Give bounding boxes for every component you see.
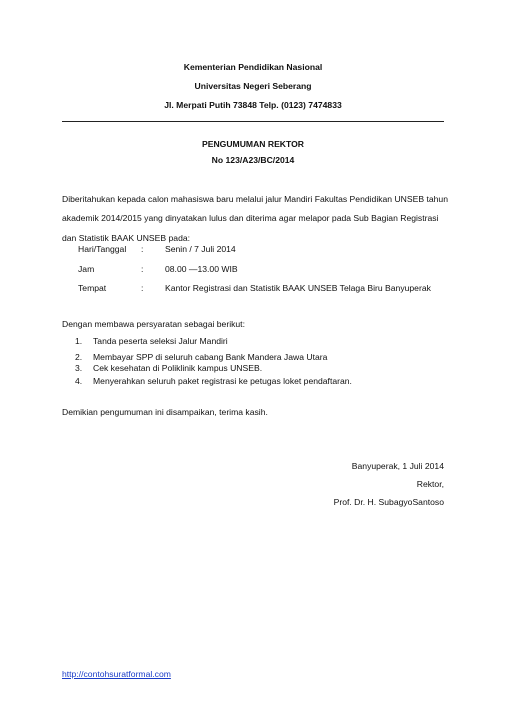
requirement-number: 4.: [75, 376, 83, 386]
requirement-item: [75, 352, 327, 362]
intro-line-2: akademik 2014/2015 yang dinyatakan lulus dan diterima agar melapor pada Sub Bagian Registrasi: [62, 213, 439, 223]
schedule-value: 08.00 —13.00 WIB: [165, 264, 238, 274]
schedule-label: Hari/Tanggal: [78, 244, 127, 254]
schedule-value: Kantor Registrasi dan Statistik BAAK UNSEB Telaga Biru Banyuperak: [165, 283, 431, 293]
schedule-value: Senin / 7 Juli 2014: [165, 244, 236, 254]
header-divider: [62, 121, 444, 122]
requirement-text: Menyerahkan seluruh paket registrasi ke petugas loket pendaftaran.: [93, 376, 352, 386]
university-address: Jl. Merpati Putih 73848 Telp. (0123) 7474833: [164, 100, 342, 110]
signature-name: Prof. Dr. H. SubagyoSantoso: [333, 497, 444, 507]
requirement-item: [75, 336, 228, 346]
closing-statement: Demikian pengumuman ini disampaikan, terima kasih.: [62, 407, 268, 417]
announcement-number: No 123/A23/BC/2014: [211, 155, 295, 165]
schedule-label: Jam: [78, 264, 95, 274]
footer-website-link[interactable]: http://contohsuratformal.com: [62, 669, 171, 679]
requirement-item: [75, 376, 352, 386]
announcement-title: PENGUMUMAN REKTOR: [201, 139, 304, 149]
intro-line-1: Diberitahukan kepada calon mahasiswa baru melalui jalur Mandiri Fakultas Pendidikan UNSEB tahun: [62, 194, 448, 204]
schedule-separator: :: [141, 244, 144, 254]
requirement-number: 1.: [75, 336, 83, 346]
university-name: Universitas Negeri Seberang: [194, 81, 312, 91]
intro-line-3: dan Statistik BAAK UNSEB pada:: [62, 233, 191, 243]
requirement-number: 2.: [75, 352, 83, 362]
signature-place-date: Banyuperak, 1 Juli 2014: [351, 461, 444, 471]
schedule-separator: :: [141, 283, 144, 293]
requirement-text: Tanda peserta seleksi Jalur Mandiri: [93, 336, 228, 346]
signature-role: Rektor,: [416, 479, 444, 489]
requirements-intro: Dengan membawa persyaratan sebagai berikut:: [62, 319, 245, 329]
requirement-text: Membayar SPP di seluruh cabang Bank Mandera Jawa Utara: [93, 352, 328, 362]
schedule-label: Tempat: [78, 283, 107, 293]
requirement-item: [75, 363, 262, 373]
schedule-separator: :: [141, 264, 144, 274]
ministry-name: Kementerian Pendidikan Nasional: [183, 62, 323, 72]
requirement-number: 3.: [75, 363, 83, 373]
requirement-text: Cek kesehatan di Poliklinik kampus UNSEB.: [93, 363, 263, 373]
